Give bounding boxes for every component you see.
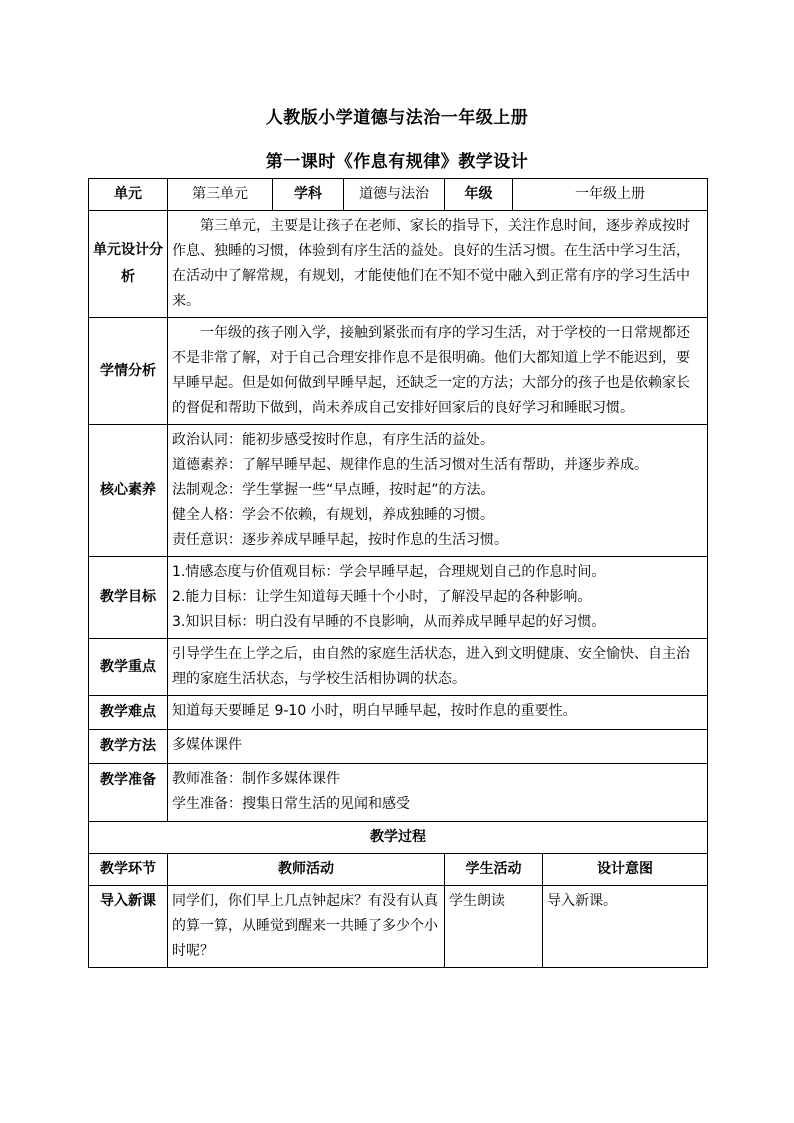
core-literacy-item: 健全人格：学会不依赖，有规划，养成独睡的习惯。 [172, 507, 494, 523]
goal-item: 3.知识目标：明白没有早睡的不良影响，从而养成早睡早起的好习惯。 [172, 614, 606, 630]
goal-item: 2.能力目标：让学生知道每天睡十个小时，了解没早起的各种影响。 [172, 589, 592, 605]
intent-cell: 导入新课。 [543, 886, 708, 968]
core-literacy-content [168, 425, 708, 557]
column-header-student: 学生活动 [445, 854, 543, 886]
goals-label: 教学目标 [89, 557, 168, 639]
teacher-preparation: 教师准备：制作多媒体课件 [172, 771, 340, 787]
learner-analysis-label: 学情分析 [89, 318, 168, 425]
unit-value: 第三单元 [168, 179, 273, 211]
core-literacy-item: 法制观念：学生掌握一些“早点睡，按时起”的方法。 [172, 482, 495, 498]
key-points-row [89, 639, 708, 696]
stage-cell: 导入新课 [89, 886, 168, 968]
difficulties-row [89, 696, 708, 730]
lesson-plan-table [88, 178, 708, 968]
learner-analysis-text: 一年级的孩子刚入学，接触到紧张而有序的学习生活，对于学校的一日常规都还不是非常了解，对于自己合理安排作息不是很明确。他们大都知道上学不能迟到，要早睡早起。但是如何做到早睡早起，还缺乏一定的方法；大部分的孩子也是依赖家长的督促和帮助下做到，尚未养成自己安排好回家后的良好学习和睡眠习惯。 [168, 318, 708, 425]
lesson-title: 第一课时《作息有规律》教学设计 [265, 152, 529, 172]
student-activity-cell: 学生朗读 [445, 886, 543, 968]
unit-analysis-row [89, 211, 708, 318]
grade-label: 年级 [445, 179, 513, 211]
unit-analysis-label: 单元设计分析 [89, 211, 168, 318]
process-header-row [89, 854, 708, 886]
preparation-label: 教学准备 [89, 764, 168, 822]
method-row [89, 730, 708, 764]
preparation-content [168, 764, 708, 822]
goal-item: 1.情感态度与价值观目标：学会早睡早起，合理规划自己的作息时间。 [172, 564, 606, 580]
method-label: 教学方法 [89, 730, 168, 764]
column-header-intent: 设计意图 [543, 854, 708, 886]
key-points-label: 教学重点 [89, 639, 168, 696]
column-header-teacher: 教师活动 [168, 854, 445, 886]
process-title: 教学过程 [89, 822, 708, 854]
goals-content [168, 557, 708, 639]
core-literacy-item: 政治认同：能初步感受按时作息，有序生活的益处。 [172, 432, 494, 448]
unit-analysis-text: 第三单元，主要是让孩子在老师、家长的指导下，关注作息时间，逐步养成按时作息、独睡的习惯，体验到有序生活的益处。良好的生活习惯。在生活中学习生活，在活动中了解常规，有规划，才能使他们在不知不觉中融入到正常有序的学习生活中来。 [168, 211, 708, 318]
subject-value: 道德与法治 [344, 179, 445, 211]
core-literacy-row [89, 425, 708, 557]
preparation-row [89, 764, 708, 822]
subject-label: 学科 [273, 179, 344, 211]
difficulties-text: 知道每天要睡足 9-10 小时，明白早睡早起，按时作息的重要性。 [168, 696, 708, 730]
key-points-text: 引导学生在上学之后，由自然的家庭生活状态，进入到文明健康、安全愉快、自主治理的家庭生活状态，与学校生活相协调的状态。 [168, 639, 708, 696]
document-title: 人教版小学道德与法治一年级上册 [265, 108, 529, 128]
table-row [89, 886, 708, 968]
header-row [89, 179, 708, 211]
difficulties-label: 教学难点 [89, 696, 168, 730]
teacher-activity-cell: 同学们，你们早上几点钟起床？有没有认真的算一算，从睡觉到醒来一共睡了多少个小时呢？ [168, 886, 445, 968]
grade-value: 一年级上册 [513, 179, 708, 211]
core-literacy-label: 核心素养 [89, 425, 168, 557]
goals-row [89, 557, 708, 639]
process-title-row [89, 822, 708, 854]
core-literacy-item: 责任意识：逐步养成早睡早起，按时作息的生活习惯。 [172, 532, 508, 548]
column-header-stage: 教学环节 [89, 854, 168, 886]
student-preparation: 学生准备：搜集日常生活的见闻和感受 [172, 796, 410, 812]
core-literacy-item: 道德素养：了解早睡早起、规律作息的生活习惯对生活有帮助，并逐步养成。 [172, 457, 648, 473]
method-text: 多媒体课件 [168, 730, 708, 764]
unit-label: 单元 [89, 179, 168, 211]
learner-analysis-row [89, 318, 708, 425]
